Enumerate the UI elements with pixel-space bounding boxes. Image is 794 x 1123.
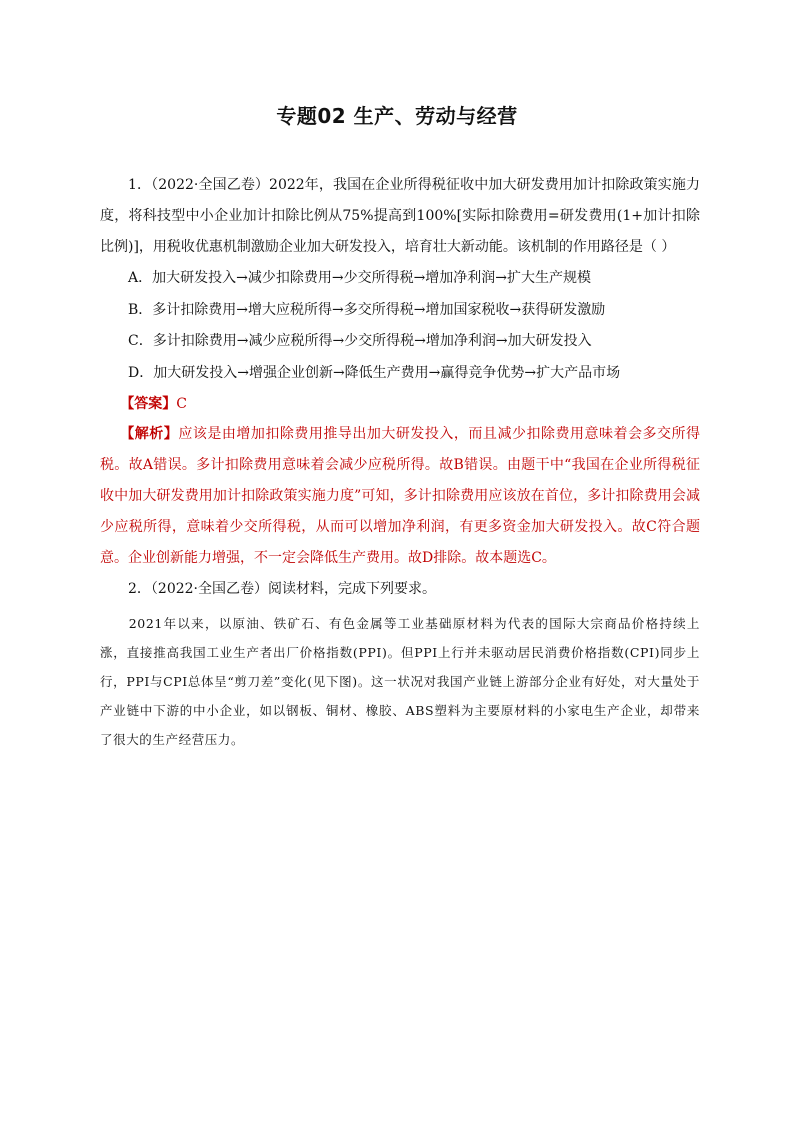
option-a: A．加大研发投入→减少扣除费用→少交所得税→增加净利润→扩大生产规模: [128, 270, 592, 286]
analysis-paragraph: [100, 419, 700, 574]
answer-value: C: [176, 396, 188, 412]
option-b: B．多计扣除费用→增大应税所得→多交所得税→增加国家税收→获得研发激励: [128, 301, 606, 318]
question-2-material: 2021年以来，以原油、铁矿石、有色金属等工业基础原材料为代表的国际大宗商品价格持续上涨，直接推高我国工业生产者出厂价格指数(PPI)。但PPI上行并未驱动居民消费价格指数(CPI)同步上行，PPI与CPI总体呈“剪刀差”变化(见下图)。这一状况对我国产业链上游部分企业有好处，对大量处于产业链中下游的中小企业，如以钢板、铜材、橡胶、ABS塑料为主要原材料的小家电生产企业，却带来了很大的生产经营压力。: [100, 616, 700, 747]
option-c: C．多计扣除费用→减少应税所得→少交所得税→增加净利润→加大研发投入: [128, 333, 592, 349]
answer-tag: 【答案】: [120, 396, 177, 412]
analysis-text: 应该是由增加扣除费用推导出加大研发投入，而且减少扣除费用意味着会多交所得税。故A错误。多计扣除费用意味着会减少应税所得。故B错误。由题干中“我国在企业所得税征收中加大研发费用加计扣除政策实施力度”可知，多计扣除费用应该放在首位，多计扣除费用会减少应税所得，意味着少交所得税，从而可以增加净利润，有更多资金加大研发投入。故C符合题意。企业创新能力增强，不一定会降低生产费用。故D排除。故本题选C。: [100, 426, 701, 566]
option-d: D．加大研发投入→增强企业创新→降低生产费用→赢得竞争优势→扩大产品市场: [128, 364, 621, 381]
question-1-stem: 1．（2022·全国乙卷）2022年，我国在企业所得税征收中加大研发费用加计扣除政策实施力度，将科技型中小企业加计扣除比例从75%提高到100%[实际扣除费用=研发费用(1+加计扣除比例)]，用税收优惠机制激励企业加大研发投入，培育壮大新动能。该机制的作用路径是（ ）: [100, 177, 700, 255]
question-2-stem: 2．（2022·全国乙卷）阅读材料，完成下列要求。: [128, 581, 436, 597]
page-title: 专题02 生产、劳动与经营: [276, 104, 518, 128]
analysis-tag: 【解析】: [120, 426, 179, 442]
content-body: [100, 170, 700, 754]
answer-line: [100, 389, 700, 419]
